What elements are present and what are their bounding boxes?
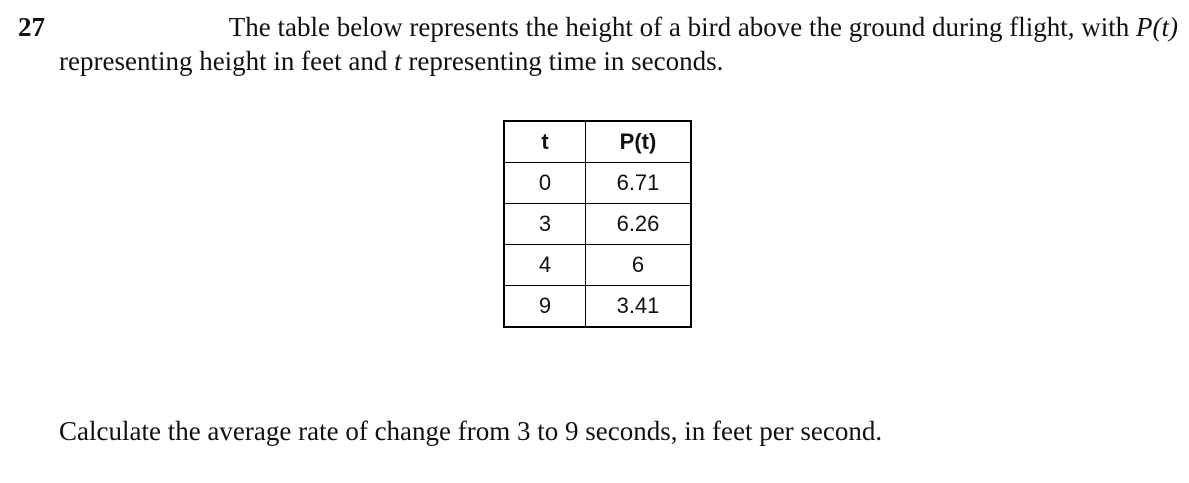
table-row: [504, 286, 691, 328]
data-table: [503, 120, 692, 328]
cell-pt: 6: [586, 245, 692, 286]
question-number: 27: [18, 12, 45, 42]
cell-pt: 3.41: [586, 286, 692, 328]
header-t: t: [504, 121, 586, 163]
cell-pt: 6.26: [586, 204, 692, 245]
question-prompt: Calculate the average rate of change from 3 to 9 seconds, in feet per second.: [59, 416, 883, 446]
question-text-part-1: [229, 10, 1178, 44]
table-row: [504, 204, 691, 245]
cell-pt: 6.71: [586, 163, 692, 204]
question-line-2: [18, 44, 1178, 78]
question-text-part-3: representing time in seconds.: [408, 46, 724, 76]
time-variable: t: [394, 46, 402, 76]
table-header-row: [504, 121, 691, 163]
table-row: [504, 245, 691, 286]
data-table-container: [503, 120, 692, 328]
cell-t: 3: [504, 204, 586, 245]
cell-t: 4: [504, 245, 586, 286]
question-line-1: [18, 10, 1178, 44]
question-text-part-2: representing height in feet and: [59, 46, 388, 76]
header-pt: P(t): [586, 121, 692, 163]
cell-t: 0: [504, 163, 586, 204]
cell-t: 9: [504, 286, 586, 328]
table-row: [504, 163, 691, 204]
question-text: [18, 10, 1178, 78]
function-label: P(t): [1136, 12, 1178, 42]
question-intro: The table below represents the height of a bird above the ground during flight, with: [228, 12, 1130, 42]
